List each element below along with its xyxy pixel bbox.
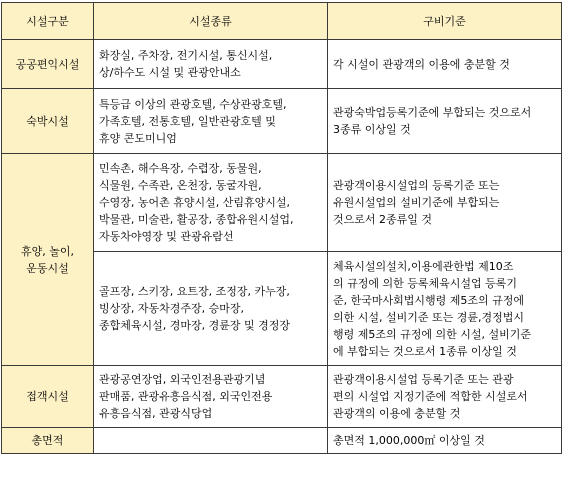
category-cell [2,154,94,366]
types-line: 유흥음식점, 관광식당업 [99,407,213,420]
criteria-line: 3종류 이상일 것 [333,123,411,136]
category-cell: 숙박시설 [2,89,94,154]
facility-standards-table [1,2,562,454]
criteria-cell [328,154,562,252]
types-cell [94,154,328,252]
header-criteria: 구비기준 [328,3,562,40]
table-row [2,366,562,428]
criteria-line: 행령 제5조의 규정에 의한 시설, 설비기준 [333,327,531,341]
types-line: 가족호텔, 전통호텔, 일반관광호텔 및 [99,114,276,128]
criteria-cell: 총면적 1,000,000㎡ 이상일 것 [328,428,562,454]
types-line: 자동차야영장 및 관광유람선 [99,230,234,243]
header-facility-category: 시설구분 [2,3,94,40]
types-line: 판매품, 관광유흥음식점, 외국인전용 [99,390,273,403]
table-row [2,154,562,252]
table-row [2,428,562,454]
category-cell: 총면적 [2,428,94,454]
types-line: 민속촌, 해수욕장, 수렵장, 동물원, [99,162,262,175]
criteria-line: 관광객이용시설업 등록기준 또는 관광 [333,373,514,386]
types-cell [94,366,328,428]
category-cell: 접객시설 [2,366,94,428]
types-line: 종합체육시설, 경마장, 경륜장 및 경정장 [99,319,290,332]
types-line: 골프장, 스키장, 요트장, 조정장, 카누장, [99,285,290,298]
criteria-line: 의 규정에 의한 등록체육시설업 등록기 [333,276,518,290]
criteria-cell [328,366,562,428]
criteria-line: 것으로서 2종류일 것 [333,213,432,226]
header-facility-types: 시설종류 [94,3,328,40]
criteria-line: 에 부합되는 것으로서 1종류 이상일 것 [333,344,517,358]
criteria-cell [328,252,562,366]
types-line: 식물원, 수족관, 온천장, 동굴자원, [99,179,262,192]
criteria-line: 편의 시설업 지정기준에 적합한 시설로서 [333,390,528,403]
criteria-line: 관광객이용시설업의 등록기준 또는 [333,179,500,192]
types-line: 상/하수도 시설 및 관광안내소 [99,66,241,79]
table-row [2,89,562,154]
types-line: 수영장, 농어촌 휴양시설, 산림휴양시설, [99,196,290,209]
types-cell [94,252,328,366]
types-cell [94,40,328,89]
criteria-cell [328,89,562,154]
criteria-cell: 각 시설이 관광객의 이용에 충분할 것 [328,40,562,89]
category-cell: 공공편익시설 [2,40,94,89]
header-row [2,3,562,40]
types-line: 특등급 이상의 관광호텔, 수상관광호텔, [99,97,287,111]
criteria-line: 체육시설의설치,이용에관한법 제10조 [333,259,514,273]
types-line: 박물관, 미술관, 활공장, 종합유원시설업, [99,213,294,226]
criteria-line: 의한 시설, 설비기준 또는 경륜,경정법시 [333,310,524,324]
types-cell [94,89,328,154]
category-line: 휴양, 놀이, [21,244,74,258]
category-line: 운동시설 [26,261,69,275]
types-line: 관광공연장업, 외국인전용관광기념 [99,373,266,386]
criteria-line: 준, 한국마사회법시행령 제5조의 규정에 [333,293,524,307]
types-cell [94,428,328,454]
types-line: 휴양 콘도미니엄 [99,131,177,145]
criteria-line: 유원시설업의 설비기준에 부합되는 [333,196,500,209]
table-row [2,40,562,89]
types-line: 빙상장, 자동차경주장, 승마장, [99,302,244,315]
criteria-line: 관광객의 이용에 충분할 것 [333,407,461,420]
criteria-line: 관광숙박업등록기준에 부합되는 것으로서 [333,106,532,119]
types-line: 화장실, 주차장, 전기시설, 통신시설, [99,49,273,62]
